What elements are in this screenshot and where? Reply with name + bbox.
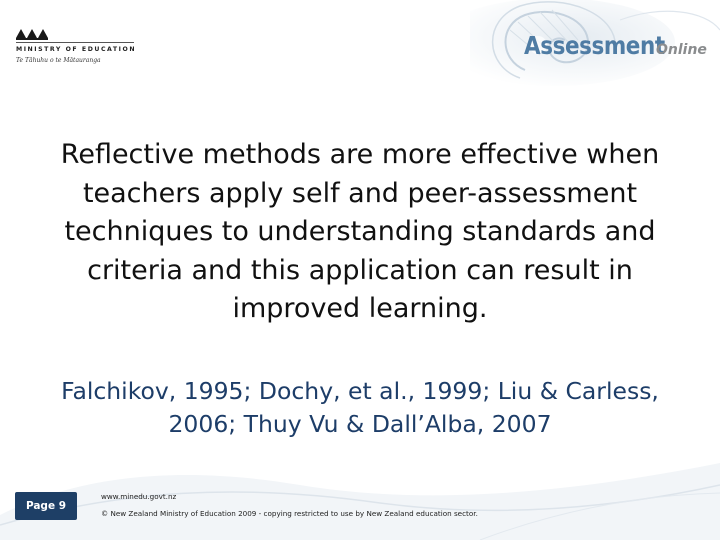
- ministry-arrows-logo-icon: [16, 26, 56, 40]
- brand-online-text: Online: [656, 42, 707, 58]
- slide-citation: [20, 375, 700, 441]
- page-number-badge: Page 9: [15, 492, 77, 520]
- footer-url[interactable]: www.minedu.govt.nz: [101, 492, 177, 501]
- ministry-title: MINISTRY OF EDUCATION: [16, 46, 137, 53]
- ministry-logo: [16, 26, 156, 74]
- citation-line-2: 2006; Thuy Vu & Dall’Alba, 2007: [168, 410, 552, 438]
- footer-copyright: © New Zealand Ministry of Education 2009 - copying restricted to use by New Zealand education sector.: [101, 509, 478, 518]
- brand-wordmark: [524, 31, 707, 60]
- ministry-logo-rule: [16, 42, 134, 43]
- citation-line-1: Falchikov, 1995; Dochy, et al., 1999; Liu & Carless,: [61, 377, 659, 405]
- slide-statement: Reflective methods are more effective when teachers apply self and peer-assessment techniques to understanding standards and criteria and this application can result in improved learning.: [60, 139, 660, 324]
- ministry-subtitle: Te Tāhuhu o te Mātauranga: [16, 57, 101, 64]
- assessment-online-logo: [470, 0, 720, 100]
- brand-main-text: Assessment: [524, 31, 665, 60]
